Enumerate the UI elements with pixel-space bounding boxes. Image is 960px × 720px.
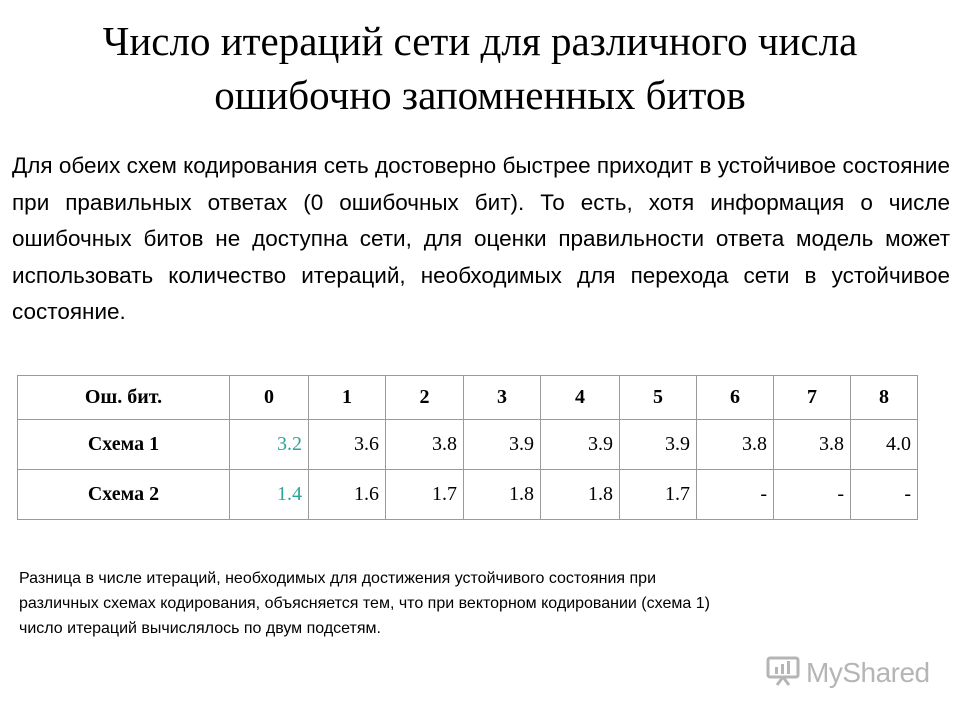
presentation-board-icon (766, 655, 800, 692)
table-cell: - (774, 470, 851, 520)
table-cell: 3.9 (464, 420, 541, 470)
slide-title-line-1: Число итераций сети для различного числа (102, 18, 858, 64)
footnote-paragraph (19, 566, 960, 641)
table-cell: 4.0 (851, 420, 918, 470)
row-label: Схема 2 (18, 470, 230, 520)
table-column-header: 5 (620, 376, 697, 420)
table-cell: 3.8 (774, 420, 851, 470)
table-column-header: 2 (386, 376, 464, 420)
table-cell: - (851, 470, 918, 520)
table-column-header: 1 (309, 376, 386, 420)
footnote-line-2: различных схемах кодирования, объясняется тем, что при векторном кодировании (схема 1) (19, 595, 710, 612)
table-cell: 3.9 (620, 420, 697, 470)
myshared-watermark (766, 655, 930, 691)
row-label: Схема 1 (18, 420, 230, 470)
table-cell: 1.6 (309, 470, 386, 520)
table-column-header: 7 (774, 376, 851, 420)
table-row-scheme-1 (18, 420, 918, 470)
table-cell: 3.6 (309, 420, 386, 470)
slide-title (0, 14, 960, 122)
intro-paragraph: Для обеих схем кодирования сеть достоверно быстрее приходит в устойчивое состояние при правильных ответах (0 ошибочных бит). То есть, хотя информация о числе ошибочных битов не доступна сети, для оценки правильности ответа модель может использовать количество итераций, необходимых для перехода сети в устойчивое состояние. (12, 153, 950, 324)
table-cell: 3.8 (386, 420, 464, 470)
table-cell: 1.7 (620, 470, 697, 520)
table-column-header: 8 (851, 376, 918, 420)
table-cell: - (697, 470, 774, 520)
table-cell: 1.7 (386, 470, 464, 520)
footnote-line-1: Разница в числе итераций, необходимых для достижения устойчивого состояния при (19, 570, 656, 587)
watermark-text: MyShared (806, 657, 930, 688)
table-cell: 3.8 (697, 420, 774, 470)
table-header-row (18, 376, 918, 420)
table-header-label: Ош. бит. (18, 376, 230, 420)
table-cell: 1.8 (541, 470, 620, 520)
footnote-line-3: число итераций вычислялось по двум подсетям. (19, 620, 381, 637)
table-cell: 1.4 (230, 470, 309, 520)
table-cell: 3.9 (541, 420, 620, 470)
table-column-header: 6 (697, 376, 774, 420)
iterations-table (17, 375, 918, 520)
slide-title-line-2: ошибочно запомненных битов (214, 72, 746, 118)
table-cell: 3.2 (230, 420, 309, 470)
table-row-scheme-2 (18, 470, 918, 520)
table-cell: 1.8 (464, 470, 541, 520)
table-column-header: 4 (541, 376, 620, 420)
table-column-header: 3 (464, 376, 541, 420)
table-column-header: 0 (230, 376, 309, 420)
